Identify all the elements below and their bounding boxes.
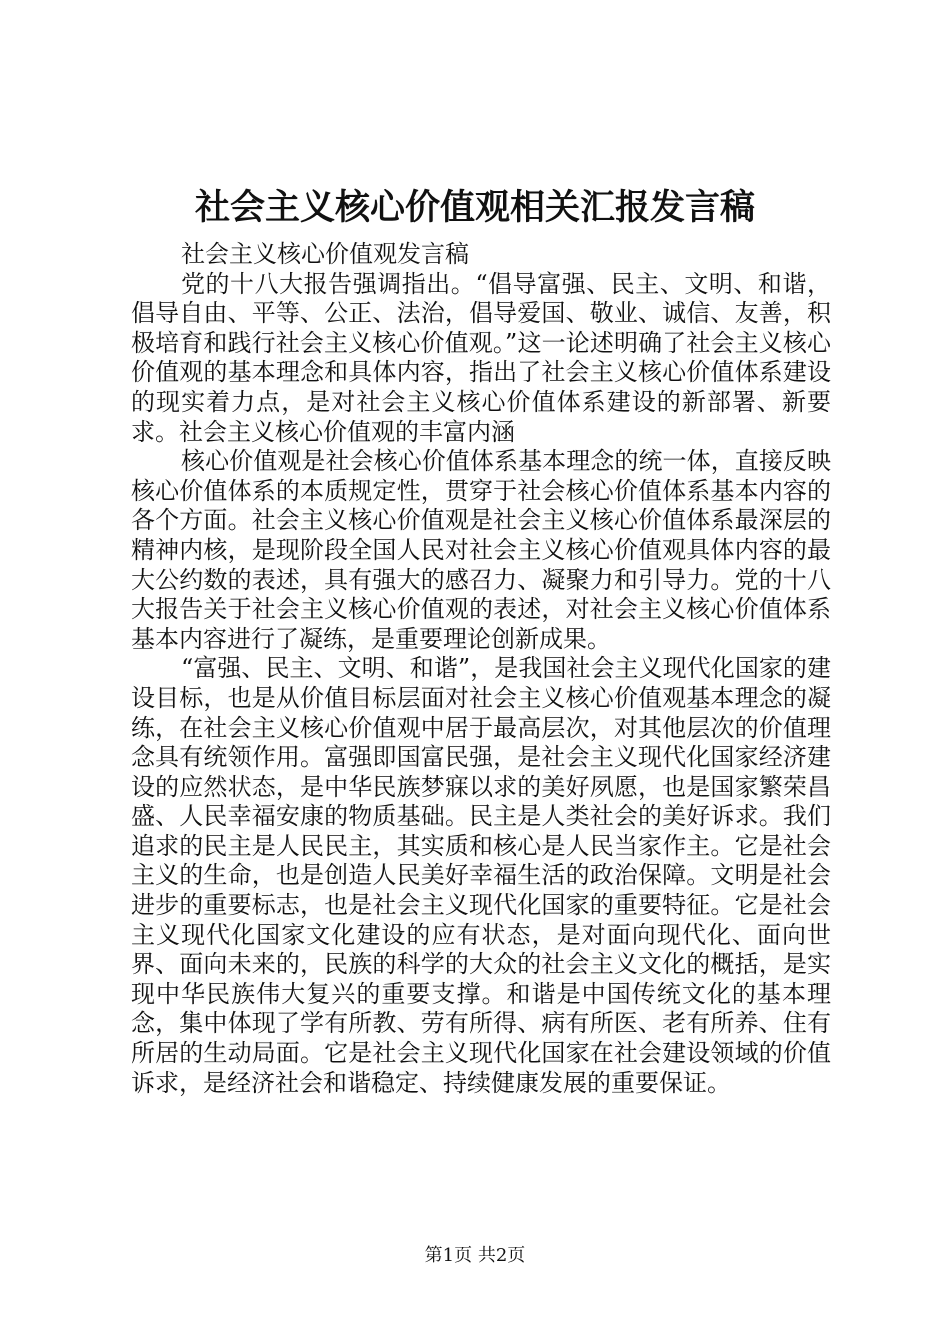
page-footer: 第1页 共2页: [424, 1245, 526, 1266]
paragraph-1: 党的十八大报告强调指出。“倡导富强、民主、文明、和谐，倡导自由、平等、公正、法治，倡导爱国、敬业、诚信、友善，积极培育和践行社会主义核心价值观。”这一论述明确了社会主义核心价值观的基本理念和具体内容，指出了社会主义核心价值体系建设的现实着力点，是对社会主义核心价值体系建设的新部署、新要求。社会主义核心价值观的丰富内涵: [131, 269, 831, 446]
document-title: 社会主义核心价值观相关汇报发言稿: [194, 187, 755, 228]
paragraph-3: “富强、民主、文明、和谐”，是我国社会主义现代化国家的建设目标，也是从价值目标层面对社会主义核心价值观基本理念的凝练，在社会主义核心价值观中居于最高层次，对其他层次的价值理念具有统领作用。富强即国富民强，是社会主义现代化国家经济建设的应然状态，是中华民族梦寐以求的美好夙愿，也是国家繁荣昌盛、人民幸福安康的物质基础。民主是人类社会的美好诉求。我们追求的民主是人民民主，其实质和核心是人民当家作主。它是社会主义的生命，也是创造人民美好幸福生活的政治保障。文明是社会进步的重要标志，也是社会主义现代化国家的重要特征。它是社会主义现代化国家文化建设的应有状态，是对面向现代化、面向世界、面向未来的，民族的科学的大众的社会主义文化的概括，是实现中华民族伟大复兴的重要支撑。和谐是中国传统文化的基本理念，集中体现了学有所教、劳有所得、病有所医、老有所养、住有所居的生动局面。它是社会主义现代化国家在社会建设领域的价值诉求，是经济社会和谐稳定、持续健康发展的重要保证。: [131, 654, 831, 1097]
document-subtitle: 社会主义核心价值观发言稿: [181, 240, 469, 268]
paragraph-2: 核心价值观是社会核心价值体系基本理念的统一体，直接反映核心价值体系的本质规定性，贯穿于社会核心价值体系基本内容的各个方面。社会主义核心价值观是社会主义核心价值体系最深层的精神内核，是现阶段全国人民对社会主义核心价值观具体内容的最大公约数的表述，具有强大的感召力、凝聚力和引导力。党的十八大报告关于社会主义核心价值观的表述，对社会主义核心价值体系基本内容进行了凝练，是重要理论创新成果。: [131, 447, 831, 653]
document-body: [131, 240, 831, 1098]
